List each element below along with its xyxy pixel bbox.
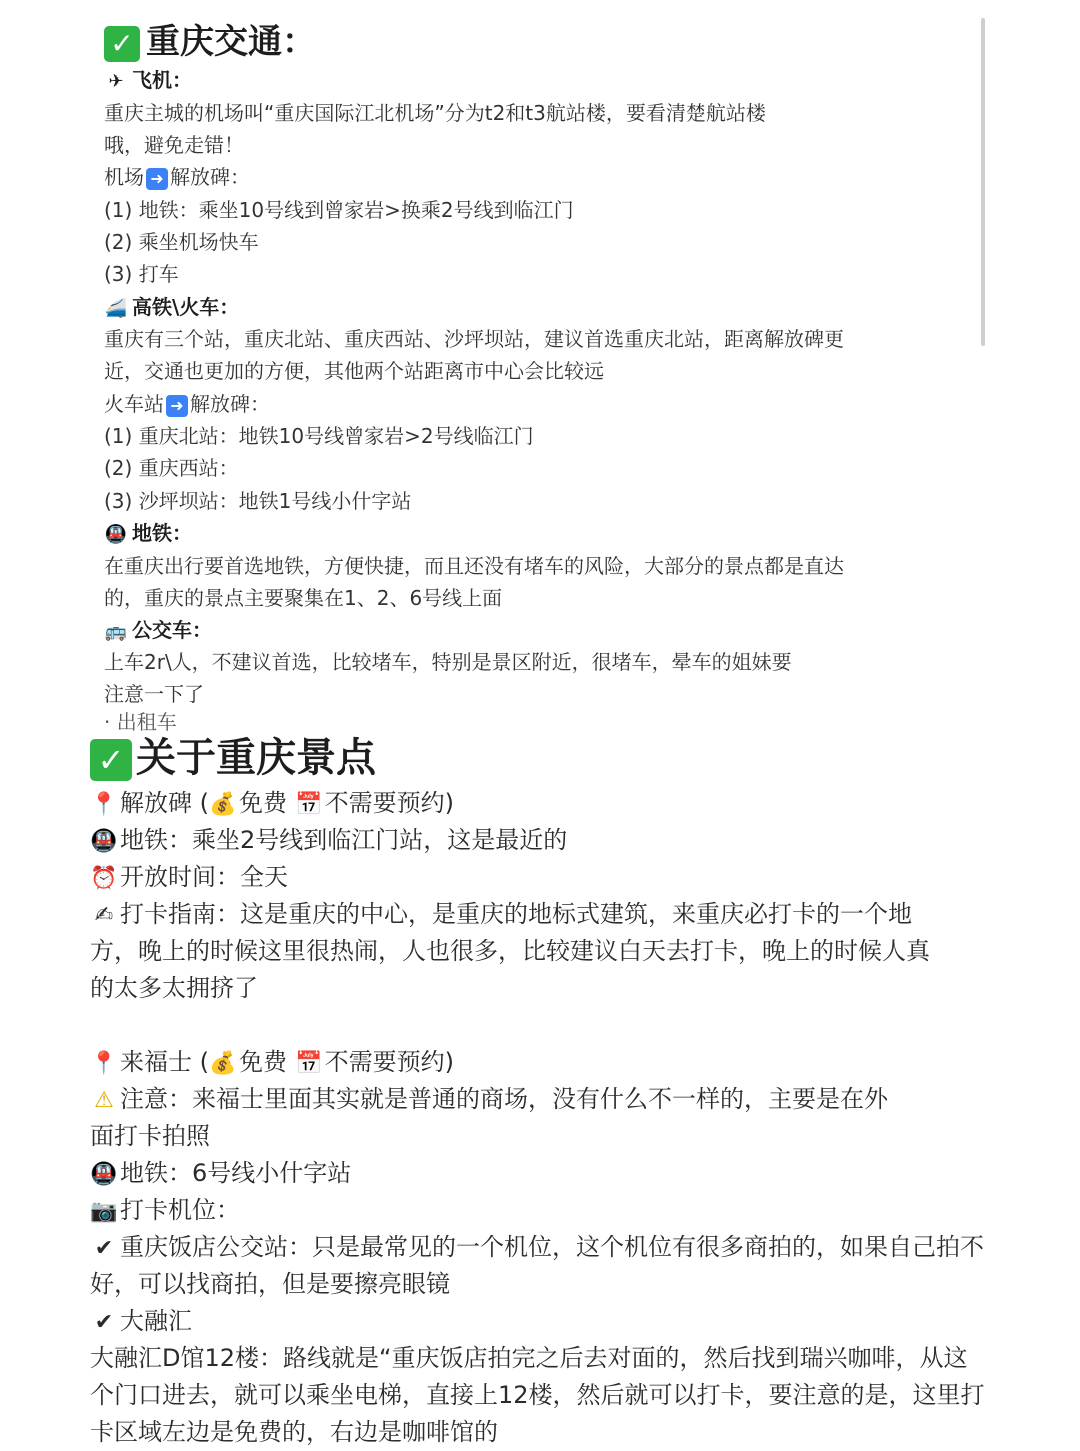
scrollbar[interactable] xyxy=(981,18,985,346)
bullet-train-icon: 🚄 xyxy=(104,298,128,319)
train-option-3: (3) 沙坪坝站：地铁1号线小什字站 xyxy=(104,489,412,513)
pin-icon: 📍 xyxy=(90,792,118,817)
plane-option-1: (1) 地铁：乘坐10号线到曾家岩>换乘2号线到临江门 xyxy=(104,198,574,222)
bus-icon: 🚌 xyxy=(104,621,128,642)
cut-off-heading: · 出租车 xyxy=(104,710,177,734)
lfs-title: 📍来福士 (💰免费 📅不需要预约) xyxy=(90,1044,454,1082)
camera-icon: 📷 xyxy=(90,1199,118,1224)
bus-heading: 🚌 公交车： xyxy=(104,614,212,648)
alarm-clock-icon: ⏰ xyxy=(90,866,118,891)
lfs-spot-1a: ✔ 重庆饭店公交站：只是最常见的一个机位，这个机位有很多商拍的，如果自己拍不 xyxy=(90,1229,984,1267)
check-icon: ✔ xyxy=(94,1310,114,1335)
plane-text-1: 重庆主城的机场叫“重庆国际江北机场”分为t2和t3航站楼，要看清楚航站楼 xyxy=(104,101,766,125)
metro-heading: 🚇 地铁： xyxy=(104,517,192,551)
train-route: 火车站 ➜ 解放碑： xyxy=(104,392,270,416)
writing-hand-icon: ✍ xyxy=(94,903,114,928)
warning-icon: ⚠ xyxy=(94,1088,114,1113)
calendar-icon: 📅 xyxy=(294,1051,323,1076)
metro-icon: 🚇 xyxy=(90,829,118,854)
metro-text-2: 的，重庆的景点主要聚集在1、2、6号线上面 xyxy=(104,586,503,610)
lfs-spot-2b: 个门口进去，就可以乘坐电梯，直接上12楼，然后就可以打卡，要注意的是，这里打 xyxy=(90,1381,985,1409)
plane-text-2: 哦，避免走错！ xyxy=(104,133,244,157)
plane-route: 机场 ➜ 解放碑： xyxy=(104,165,250,189)
train-option-1: (1) 重庆北站：地铁10号线曾家岩>2号线临江门 xyxy=(104,424,534,448)
train-text-2: 近，交通也更加的方便，其他两个站距离市中心会比较远 xyxy=(104,359,604,383)
jfb-metro: 🚇地铁：乘坐2号线到临江门站，这是最近的 xyxy=(90,822,567,860)
lfs-spot-2a: 大融汇D馆12楼：路线就是“重庆饭店拍完之后去对面的，然后找到瑞兴咖啡，从这 xyxy=(90,1344,968,1372)
lfs-note-1: ⚠ 注意：来福士里面其实就是普通的商场，没有什么不一样的，主要是在外 xyxy=(90,1081,888,1119)
right-arrow-icon: ➜ xyxy=(166,395,188,417)
plane-heading: ✈ 飞机： xyxy=(104,64,192,98)
airplane-icon: ✈ xyxy=(108,71,124,92)
jfb-hours: ⏰开放时间：全天 xyxy=(90,859,288,897)
bus-text-2: 注意一下了 xyxy=(104,682,204,706)
lfs-spot-2c: 卡区域左边是免费的，右边是咖啡馆的 xyxy=(90,1418,498,1446)
metro-icon: 🚇 xyxy=(90,1162,118,1187)
check-mark-icon: ✓ xyxy=(104,26,140,62)
lfs-spot-1b: 好，可以找商拍，但是要擦亮眼镜 xyxy=(90,1270,450,1298)
section-title-sights: ✓ 关于重庆景点 xyxy=(90,726,376,783)
lfs-spots-heading: 📷打卡机位： xyxy=(90,1192,240,1230)
money-bag-icon: 💰 xyxy=(209,1051,237,1076)
jfb-guide-2: 方，晚上的时候这里很热闹，人也很多，比较建议白天去打卡，晚上的时候人真 xyxy=(90,937,930,965)
metro-icon: 🚇 xyxy=(104,524,128,545)
jfb-guide-3: 的太多太拥挤了 xyxy=(90,974,258,1002)
pin-icon: 📍 xyxy=(90,1051,118,1076)
metro-text-1: 在重庆出行要首选地铁，方便快捷，而且还没有堵车的风险，大部分的景点都是直达 xyxy=(104,554,844,578)
lfs-spot-2: ✔ 大融汇 xyxy=(90,1303,192,1341)
train-text-1: 重庆有三个站，重庆北站、重庆西站、沙坪坝站，建议首选重庆北站，距离解放碑更 xyxy=(104,327,844,351)
money-bag-icon: 💰 xyxy=(209,792,237,817)
bus-text-1: 上车2r\人，不建议首选，比较堵车，特别是景区附近，很堵车，晕车的姐妹要 xyxy=(104,650,792,674)
jfb-title: 📍解放碑 (💰免费 📅不需要预约) xyxy=(90,785,454,823)
plane-option-3: (3) 打车 xyxy=(104,262,179,286)
section-title-traffic: ✓ 重庆交通： xyxy=(104,14,316,63)
plane-option-2: (2) 乘坐机场快车 xyxy=(104,230,259,254)
calendar-icon: 📅 xyxy=(294,792,323,817)
jfb-guide-1: ✍ 打卡指南：这是重庆的中心，是重庆的地标式建筑，来重庆必打卡的一个地 xyxy=(90,896,912,934)
lfs-note-2: 面打卡拍照 xyxy=(90,1122,210,1150)
train-heading: 🚄 高铁\火车： xyxy=(104,291,239,325)
train-option-2: (2) 重庆西站： xyxy=(104,456,239,480)
check-icon: ✔ xyxy=(94,1236,114,1261)
right-arrow-icon: ➜ xyxy=(146,168,168,190)
check-mark-icon: ✓ xyxy=(90,739,132,781)
lfs-metro: 🚇地铁：6号线小什字站 xyxy=(90,1155,351,1193)
